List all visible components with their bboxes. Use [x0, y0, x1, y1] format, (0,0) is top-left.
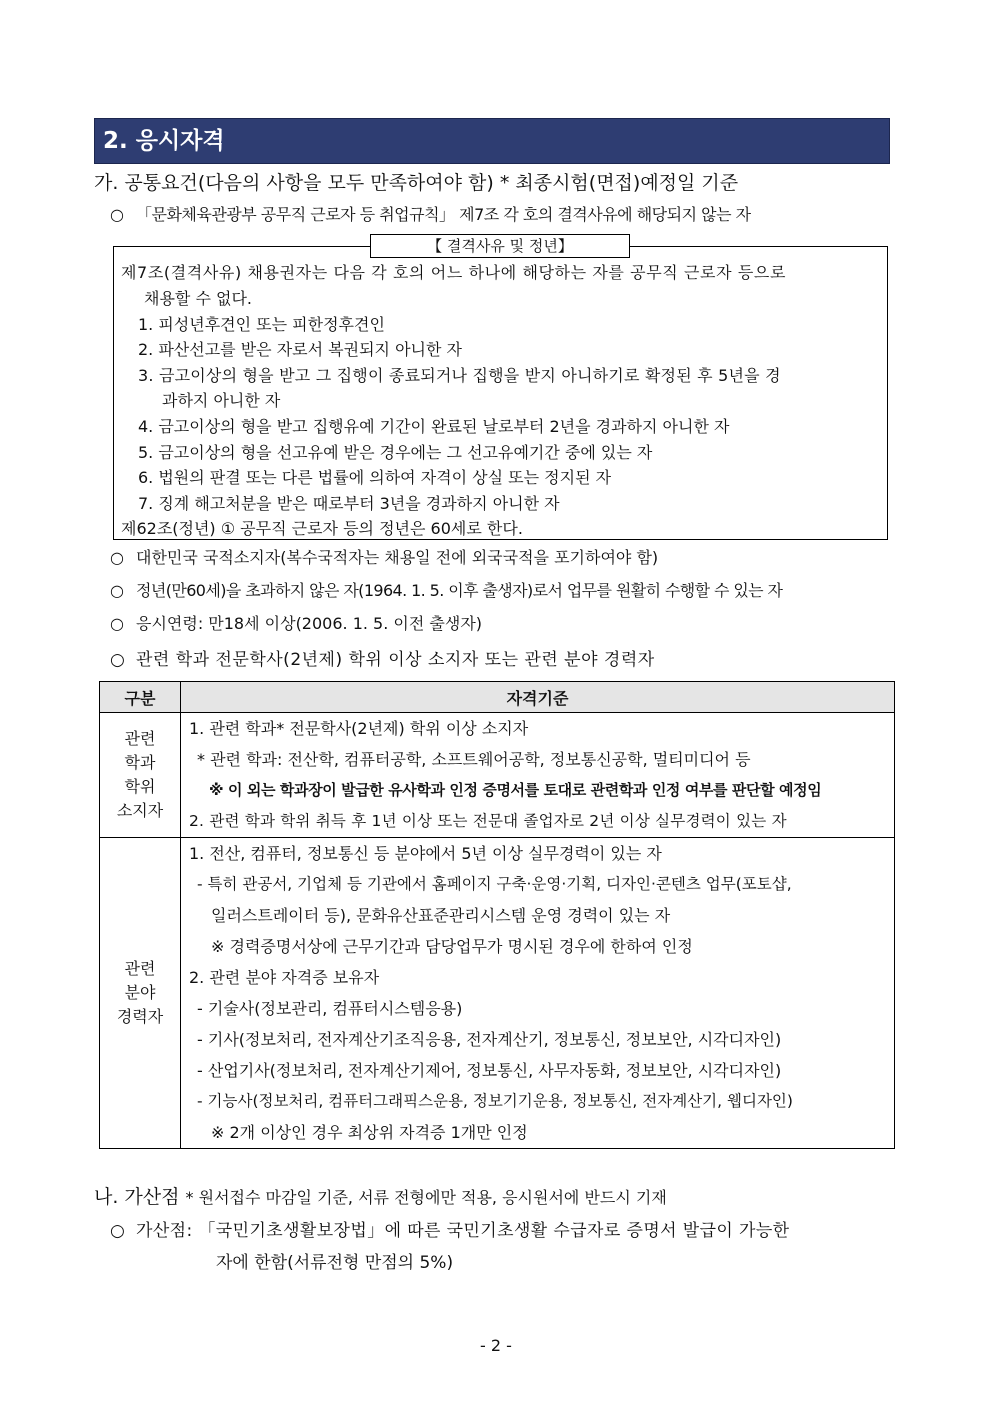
bullet-qualification [110, 645, 655, 670]
bullet-text: 대한민국 국적소지자(복수국적자는 채용일 전에 외국국적을 포기하여야 함) [136, 548, 659, 567]
bonus-heading-line [94, 1182, 667, 1209]
criteria-line: 2. 관련 분야 자격증 보유자 [189, 968, 380, 987]
disqualification-item-4: 4. 금고이상의 형을 받고 집행유예 기간이 완료된 날로부터 2년을 경과하지 아니한 자 [138, 417, 730, 436]
bullet-bonus [110, 1216, 790, 1241]
page-number: - 2 - [480, 1336, 512, 1355]
table-header-row [100, 682, 895, 713]
qualification-table [99, 681, 895, 1149]
column-header-category: 구분 [100, 682, 181, 713]
criteria-line: 일러스트레이터 등), 문화유산표준관리시스템 운영 경력이 있는 자 [211, 906, 671, 925]
criteria-line: ※ 2개 이상인 경우 최상위 자격증 1개만 인정 [211, 1123, 528, 1142]
category-degree [100, 713, 181, 838]
category-experience [100, 838, 181, 1149]
disqualification-item-2: 2. 파산선고를 받은 자로서 복권되지 아니한 자 [138, 340, 462, 359]
disqualification-item-7: 7. 징계 해고처분을 받은 때로부터 3년을 경과하지 아니한 자 [138, 494, 560, 513]
criteria-line: 1. 전산, 컴퓨터, 정보통신 등 분야에서 5년 이상 실무경력이 있는 자 [189, 844, 662, 863]
article7-intro-cont: 채용할 수 없다. [144, 289, 252, 308]
category-label: 관련 학과 학위 소지자 [116, 729, 164, 820]
bullet-text: 가산점: 「국민기초생활보장법」에 따른 국민기초생활 수급자로 증명서 발급이 가능한 [136, 1221, 790, 1241]
bullet-circle-icon: ○ [110, 548, 124, 567]
disqualification-item-1: 1. 피성년후견인 또는 피한정후견인 [138, 315, 385, 334]
bullet-text: 응시연령: 만18세 이상(2006. 1. 5. 이전 출생자) [136, 614, 483, 633]
bonus-heading: 나. 가산점 [94, 1186, 180, 1208]
common-requirements-heading: 가. 공통요건(다음의 사항을 모두 만족하여야 함) * 최종시험(면접)예정일 기준 [94, 172, 739, 194]
disqualification-item-6: 6. 법원의 판결 또는 다른 법률에 의하여 자격이 상실 또는 정지된 자 [138, 468, 612, 487]
criteria-experience [181, 838, 895, 1149]
criteria-line: - 산업기사(정보처리, 전자계산기제어, 정보통신, 사무자동화, 정보보안, 시각디자인) [197, 1061, 782, 1080]
disqualification-item-5: 5. 금고이상의 형을 선고유예 받은 경우에는 그 선고유예기간 중에 있는 자 [138, 443, 653, 462]
criteria-line: 2. 관련 학과 학위 취득 후 1년 이상 또는 전문대 졸업자로 2년 이상 실무경력이 있는 자 [189, 812, 787, 830]
bullet-circle-icon: ○ [110, 581, 124, 600]
criteria-line: - 특히 관공서, 기업체 등 기관에서 홈페이지 구축·운영·기획, 디자인·콘텐츠 업무(포토샵, [197, 875, 792, 893]
bullet-circle-icon: ○ [110, 205, 124, 224]
table-row [100, 838, 895, 1149]
criteria-line: * 관련 학과: 전산학, 컴퓨터공학, 소프트웨어공학, 정보통신공학, 멀티미디어 등 [197, 750, 751, 769]
table-row [100, 713, 895, 838]
bullet-disqualification [110, 202, 751, 225]
bullet-text: 「문화체육관광부 공무직 근로자 등 취업규칙」 제7조 각 호의 결격사유에 해당되지 않는 자 [136, 205, 751, 224]
disqualification-item-3: 3. 금고이상의 형을 받고 그 집행이 종료되거나 집행을 받지 아니하기로 확정된 후 5년을 경 [138, 366, 781, 385]
bullet-text: 정년(만60세)을 초과하지 않은 자(1964. 1. 5. 이후 출생자)로서 업무를 원활히 수행할 수 있는 자 [136, 581, 783, 600]
bonus-heading-note: * 원서접수 마감일 기준, 서류 전형에만 적용, 응시원서에 반드시 기재 [185, 1188, 667, 1207]
criteria-line: - 기술사(정보관리, 컴퓨터시스템응용) [197, 999, 463, 1018]
section-title: 2. 응시자격 [94, 118, 890, 164]
disqualification-item-3-cont: 과하지 아니한 자 [162, 391, 281, 410]
category-label: 관련 분야 경력자 [116, 959, 164, 1026]
bullet-circle-icon: ○ [110, 1221, 125, 1241]
bullet-text: 관련 학과 전문학사(2년제) 학위 이상 소지자 또는 관련 분야 경력자 [136, 650, 655, 670]
article62-retirement: 제62조(정년) ① 공무직 근로자 등의 정년은 60세로 한다. [121, 519, 523, 538]
column-header-criteria: 자격기준 [181, 682, 895, 713]
bullet-bonus-cont: 자에 한함(서류전형 만점의 5%) [216, 1253, 454, 1273]
bullet-circle-icon: ○ [110, 614, 124, 633]
criteria-degree [181, 713, 895, 838]
bullet-age [110, 611, 482, 634]
criteria-line: - 기능사(정보처리, 컴퓨터그래픽스운용, 정보기기운용, 정보통신, 전자계산기, 웹디자인) [197, 1092, 793, 1110]
criteria-line: ※ 이 외는 학과장이 발급한 유사학과 인정 증명서를 토대로 관련학과 인정 여부를 판단할 예정임 [209, 781, 822, 799]
criteria-line: - 기사(정보처리, 전자계산기조직응용, 전자계산기, 정보통신, 정보보안, 시각디자인) [197, 1030, 782, 1049]
criteria-line: 1. 관련 학과* 전문학사(2년제) 학위 이상 소지자 [189, 719, 529, 738]
article7-intro: 제7조(결격사유) 채용권자는 다음 각 호의 어느 하나에 해당하는 자를 공무직 근로자 등으로 [121, 263, 787, 282]
disqualification-box-title: 【 결격사유 및 정년】 [370, 234, 630, 258]
bullet-circle-icon: ○ [110, 650, 125, 670]
bullet-retirement-age [110, 578, 782, 601]
bullet-nationality [110, 545, 658, 568]
criteria-line: ※ 경력증명서상에 근무기간과 담당업무가 명시된 경우에 한하여 인정 [211, 937, 693, 956]
